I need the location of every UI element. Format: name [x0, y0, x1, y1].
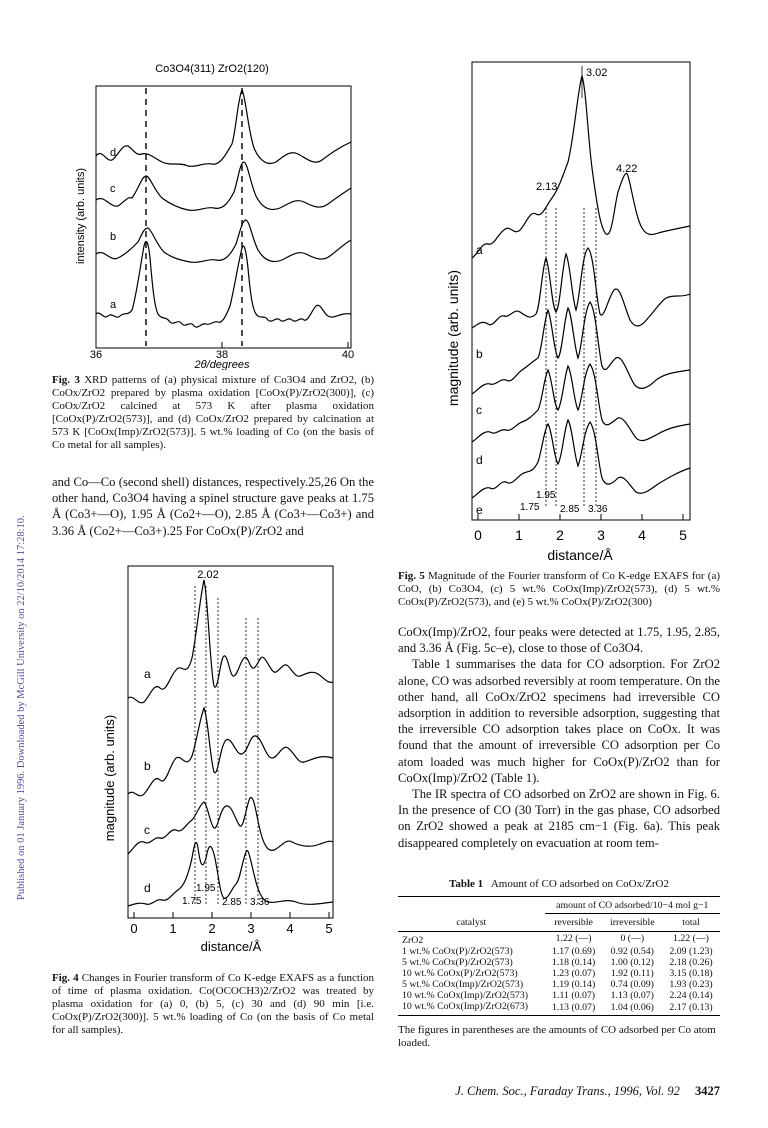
fig5-tick-1: 1 [515, 527, 523, 543]
table-cell: 1.13 (0.07) [551, 1002, 596, 1013]
fig3-trace-c [96, 162, 351, 210]
table-cell: 1.17 (0.69) [551, 945, 596, 957]
table1-col-irreversible: irreversible [609, 916, 655, 928]
table-row [398, 957, 720, 968]
figure-5 [442, 58, 704, 568]
fig4-label-d: d [144, 881, 151, 895]
footer-page-number: 3427 [695, 1084, 720, 1098]
fig5-label-d: d [476, 453, 483, 467]
figure-3 [70, 58, 370, 370]
fig5-tick-4: 4 [638, 527, 646, 543]
fig5-label-b: b [476, 347, 483, 361]
fig5-caption-text: Magnitude of the Fourier transform of Co K-edge EXAFS for (a) CoO, (b) Co3O4, (c) 5 wt.% CoOx(Imp)/ZrO2(573), (d) 5 wt.% CoOx(P)/ZrO2(573), and (e) 5 wt.% CoOx(P)/ZrO2(300) [398, 570, 720, 608]
fig4-trace-c [128, 797, 333, 854]
fig4-trace-a [128, 580, 333, 703]
table-cell: 1.13 (0.07) [610, 989, 654, 1001]
table-cell: 10 wt.% CoOx(Imp)/ZrO2(673) [402, 1000, 528, 1012]
table1-col-catalyst: catalyst [456, 916, 487, 928]
fig5-peak-336: 3.36 [588, 504, 608, 515]
page-footer [440, 1084, 720, 1099]
table1-note: The figures in parentheses are the amounts of CO adsorbed per Co atom loaded. [398, 1023, 716, 1049]
table-cell: 2.18 (0.26) [669, 956, 713, 968]
sidebar-provenance [4, 180, 27, 900]
fig3-tick-40: 40 [341, 349, 355, 361]
fig3-tick-36: 36 [89, 349, 103, 361]
fig4-tick-5: 5 [325, 921, 333, 936]
fig5-peak-195: 1.95 [536, 490, 556, 501]
fig5-peak-175: 1.75 [520, 502, 540, 513]
table1-caption [398, 878, 720, 890]
table-cell: 1.00 (0.12) [610, 956, 654, 968]
fig3-trace-b [96, 220, 351, 262]
body-paragraph-left: and Co—Co (second shell) distances, respectively.25,26 On the other hand, Co3O4 having a spinel structure gave peaks at 1.75 Å (Co3+—O), 1.95 Å (Co2+—O), 2.85 Å (Co3+—Co3+) and 3.36 Å (Co2+—Co3+).25 For CoOx(P)/ZrO2 and [52, 475, 374, 538]
sidebar-provenance-text: Published on 01 January 1996. Downloaded by McGill University on 22/10/2014 17:28:10. [16, 515, 27, 900]
fig5-caption [398, 570, 720, 609]
body-text-left [52, 474, 374, 539]
body-paragraph-right-3: The IR spectra of CO adsorbed on ZrO2 are shown in Fig. 6. In the presence of CO (30 Torr) in the gas phase, CO adsorbed on ZrO2 showed a peak at 2185 cm−1 (Fig. 6a). This peak disappeared completely on evacuation at room tem- [398, 787, 720, 850]
fig3-label-d: d [110, 147, 117, 159]
fig4-caption [52, 972, 374, 1037]
fig5-label-c: c [476, 403, 482, 417]
fig4-trace-b [128, 708, 333, 796]
fig5-peak-302: 3.02 [586, 67, 608, 79]
body-text-right [398, 624, 720, 851]
fig5-trace-d [472, 364, 690, 442]
table-cell: 5 wt.% CoOx(P)/ZrO2(573) [402, 956, 513, 968]
table-cell: 1.92 (0.11) [610, 967, 654, 979]
footer-journal: J. Chem. Soc., Faraday Trans., 1996, Vol. 92 [455, 1084, 680, 1098]
fig4-label-b: b [144, 759, 151, 773]
fig3-xlabel: 2θ/degrees [194, 359, 250, 370]
fig3-tick-38: 38 [215, 349, 229, 361]
fig3-trace-d [96, 90, 351, 166]
table-cell: 1.93 (0.23) [669, 978, 713, 990]
table-cell: 1.23 (0.07) [551, 967, 596, 979]
fig3-trace-a [96, 242, 351, 328]
fig3-label-b: b [110, 231, 117, 243]
fig4-label-a: a [144, 667, 151, 681]
table-cell: 1.19 (0.14) [551, 978, 596, 990]
fig5-trace-e [472, 420, 690, 498]
fig5-trace-b [472, 248, 690, 328]
body-paragraph-right-1: CoOx(Imp)/ZrO2, four peaks were detected at 1.75, 1.95, 2.85, and 3.36 Å (Fig. 5c–e), close to those of Co3O4. [398, 625, 720, 656]
fig5-peak-213: 2.13 [536, 181, 558, 193]
fig4-tick-4: 4 [286, 921, 294, 936]
fig4-peak-202: 2.02 [197, 569, 219, 581]
fig3-ylabel: intensity (arb. units) [75, 168, 87, 264]
table-cell: 1.11 (0.07) [552, 989, 596, 1001]
fig5-tick-0: 0 [474, 527, 482, 543]
fig3-title: Co3O4(311) ZrO2(120) [155, 63, 269, 75]
figure-4 [100, 558, 340, 970]
table-cell: 1.22 (—) [673, 933, 709, 944]
table-cell: 10 wt.% CoOx(P)/ZrO2(573) [402, 967, 518, 979]
fig5-ylabel: magnitude (arb. units) [445, 269, 461, 407]
fig3-caption [52, 374, 374, 452]
fig3-caption-label: Fig. 3 [52, 374, 80, 386]
fig5-tick-3: 3 [597, 527, 605, 543]
table1-label: Table 1 [449, 878, 484, 890]
fig4-ylabel: magnitude (arb. units) [102, 714, 117, 842]
table-cell: 0.92 (0.54) [610, 945, 654, 957]
fig3-label-c: c [110, 183, 116, 195]
fig4-peak-195: 1.95 [196, 883, 216, 894]
table-cell: 10 wt.% CoOx(Imp)/ZrO2(573) [402, 989, 528, 1001]
fig4-tick-3: 3 [247, 921, 255, 936]
table1-title: Amount of CO adsorbed on CoOx/ZrO2 [490, 878, 669, 890]
fig5-xlabel: distance/Å [547, 547, 613, 563]
table-row [398, 990, 720, 1001]
table-cell: 1.18 (0.14) [551, 956, 596, 968]
body-paragraph-right-2: Table 1 summarises the data for CO adsorption. For ZrO2 alone, CO was adsorbed reversibly at room temperature. On the other hand, all CoOx/ZrO2 specimens had irreversible CO adsorption in addition to reversible adsorption, suggesting that the irreversible CO adsorption takes place on CoOx. It was found that the amount of irreversible CO adsorption per Co atom loaded was much higher for CoOx(P)/ZrO2 than for CoOx(Imp)/ZrO2 (Table 1). [398, 657, 720, 785]
fig5-peak-422: 4.22 [616, 163, 638, 175]
table-cell: 2.24 (0.14) [669, 989, 713, 1001]
fig4-caption-label: Fig. 4 [52, 972, 79, 984]
table1-col-total: total [682, 916, 700, 928]
table-row [398, 946, 720, 957]
table-cell: 1.04 (0.06) [610, 1002, 654, 1013]
table1-grid [398, 897, 720, 1016]
table-cell: 0.74 (0.09) [610, 978, 654, 990]
table1-group-header: amount of CO adsorbed/10−4 mol g−1 [545, 897, 720, 914]
table-cell: 3.15 (0.18) [669, 967, 713, 979]
fig5-label-a: a [476, 243, 483, 257]
fig4-xlabel: distance/Å [200, 939, 262, 954]
fig4-peak-285: 2.85 [222, 897, 242, 908]
fig5-tick-2: 2 [556, 527, 564, 543]
table-row [398, 931, 720, 946]
fig5-caption-label: Fig. 5 [398, 570, 425, 582]
fig5-tick-5: 5 [679, 527, 687, 543]
table-1 [398, 878, 720, 1050]
fig4-tick-1: 1 [169, 921, 177, 936]
table1-col-reversible: reversible [554, 916, 593, 928]
fig3-label-a: a [110, 299, 117, 311]
table-cell: 1 wt.% CoOx(P)/ZrO2(573) [402, 945, 513, 957]
table-cell: 2.09 (1.23) [669, 945, 713, 957]
table-cell: ZrO2 [402, 934, 424, 946]
fig5-label-e: e [476, 503, 483, 517]
fig4-label-c: c [144, 823, 150, 837]
table-row [398, 1001, 720, 1016]
fig5-peak-285: 2.85 [560, 504, 580, 515]
fig3-caption-text: XRD patterns of (a) physical mixture of Co3O4 and ZrO2, (b) CoOx/ZrO2 prepared by plasma oxidation [CoOx(P)/ZrO2(300)], (c) CoOx/ZrO2 calcined at 573 K after plasma oxidation [CoOx(P)/ZrO2(573)], and (d) CoOx/ZrO2 prepared by calcination at 573 K [CoOx(Imp)/ZrO2(573)]. 5 wt.% loading of Co (on the basis of Co metal for all samples). [52, 374, 374, 451]
table-cell: 5 wt.% CoOx(Imp)/ZrO2(573) [402, 978, 524, 990]
fig4-tick-0: 0 [130, 921, 138, 936]
fig4-tick-2: 2 [208, 921, 216, 936]
fig4-caption-text: Changes in Fourier transform of Co K-edge EXAFS as a function of time of plasma oxidation. Co(OCOCH3)2/ZrO2 was treated by plasma oxidation for (a) 0, (b) 5, (c) 30 and (d) 90 min [i.e. CoOx(P)/ZrO2(300)]. 5 wt.% loading of Co (on the basis of Co metal for all samples). [52, 972, 374, 1036]
table-cell: 2.17 (0.13) [669, 1002, 713, 1013]
fig5-trace-a [472, 76, 690, 258]
table-cell: 0 (—) [620, 933, 645, 944]
table-row [398, 968, 720, 979]
fig4-peak-336: 3.36 [250, 897, 270, 908]
table-row [398, 979, 720, 990]
fig4-peak-175: 1.75 [182, 896, 202, 907]
table-cell: 1.22 (—) [555, 933, 592, 944]
